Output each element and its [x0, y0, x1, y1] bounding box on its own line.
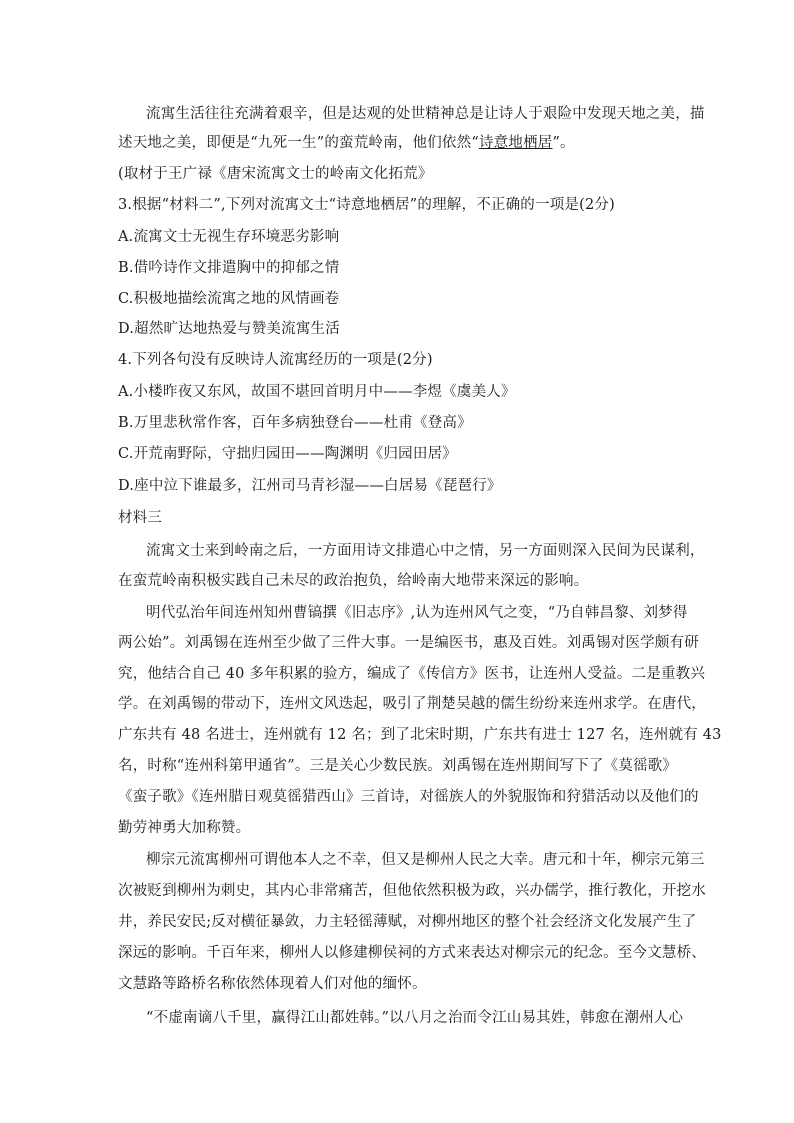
paragraph-line: 明代弘治年间连州知州曹镐撰《旧志序》,认为连州风气之变，“乃自韩昌黎、刘梦得 [146, 605, 688, 621]
source-note: (取材于王广禄《唐宋流寓文士的岭南文化拓荒》 [118, 166, 433, 182]
question-3-stem: 3.根据“材料二”,下列对流寓文士“诗意地栖居”的理解，不正确的一项是(2分) [118, 197, 615, 213]
paragraph-line: 次被贬到柳州为刺史，其内心非常痛苦，但他依然积极为政，兴办儒学，推行教化，开挖水 [118, 883, 706, 899]
paragraph-line: 两公始”。刘禹锡在连州至少做了三件大事。一是编医书，惠及百姓。刘禹锡对医学颇有研 [118, 635, 699, 651]
text-span: 述天地之美，即便是“九死一生”的蛮荒岭南，他们依然“ [118, 135, 479, 151]
paragraph-line: 究，他结合自己 40 多年积累的验方，编成了《传信方》医书，让连州人受益。二是重教兴 [118, 666, 706, 682]
paragraph-line [118, 133, 575, 153]
paragraph-line: 井，养民安民;反对横征暴敛，力主轻徭薄赋，对柳州地区的整个社会经济文化发展产生了 [118, 914, 697, 930]
paragraph-line: 深远的影响。千百年来，柳州人以修建柳侯祠的方式来表达对柳宗元的纪念。至今文慧桥、 [118, 945, 706, 961]
question-4-option-d: D.座中泣下谁最多，江州司马青衫湿——白居易《琵琶行》 [118, 478, 502, 494]
question-4-option-c: C.开荒南野际，守拙归园田——陶渊明《归园田居》 [118, 446, 457, 462]
text-span: ”。 [552, 135, 575, 151]
question-3-option-d: D.超然旷达地热爱与赞美流寓生活 [118, 321, 340, 337]
paragraph-line: 文慧路等路桥名称依然体现着人们对他的缅怀。 [118, 976, 427, 992]
question-4-option-a: A.小楼昨夜又东风，故国不堪回首明月中——李煜《虞美人》 [118, 384, 516, 400]
paragraph-line: 《蛮子歌》《连州腊日观莫徭猎西山》三首诗，对徭族人的外貌服饰和狩猎活动以及他们的 [118, 789, 699, 805]
paragraph-line: 广东共有 48 名进士，连州就有 12 名；到了北宋时期，广东共有进士 127 名，连州就有 43 [118, 727, 722, 743]
question-4-option-b: B.万里悲秋常作客，百年多病独登台——杜甫《登高》 [118, 415, 472, 431]
question-3-option-a: A.流寓文士无视生存环境恶劣影响 [118, 229, 340, 245]
paragraph-line: 柳宗元流寓柳州可谓他本人之不幸，但又是柳州人民之大幸。唐元和十年，柳宗元第三 [146, 852, 705, 868]
underlined-phrase: 诗意地栖居 [478, 135, 553, 151]
paragraph-line: 在蛮荒岭南积极实践自己未尽的政治抱负，给岭南大地带来深远的影响。 [118, 573, 589, 589]
paragraph-line: 流寓生活往往充满着艰辛，但是达观的处世精神总是让诗人于艰险中发现天地之美，描 [146, 106, 705, 122]
paragraph-line: 学。在刘禹锡的带动下，连州文风迭起，吸引了荆楚吴越的儒生纷纷来连州求学。在唐代， [118, 696, 706, 712]
question-3-option-b: B.借吟诗作文排遣胸中的抑郁之情 [118, 260, 340, 276]
paragraph-line: “不虚南谪八千里，赢得江山都姓韩。”以八月之治而令江山易其姓，韩愈在潮州人心 [146, 1010, 684, 1026]
section-heading: 材料三 [118, 510, 163, 526]
question-3-option-c: C.积极地描绘流寓之地的风情画卷 [118, 291, 340, 307]
paragraph-line: 勤劳神勇大加称赞。 [118, 820, 251, 836]
paragraph-line: 流寓文士来到岭南之后，一方面用诗文排遣心中之情，另一方面则深入民间为民谋利， [146, 543, 705, 559]
question-4-stem: 4.下列各句没有反映诗人流寓经历的一项是(2分) [118, 352, 433, 368]
paragraph-line: 名，时称“连州科第甲通省”。三是关心少数民族。刘禹锡在连州期间写下了《莫徭歌》 [118, 758, 678, 774]
